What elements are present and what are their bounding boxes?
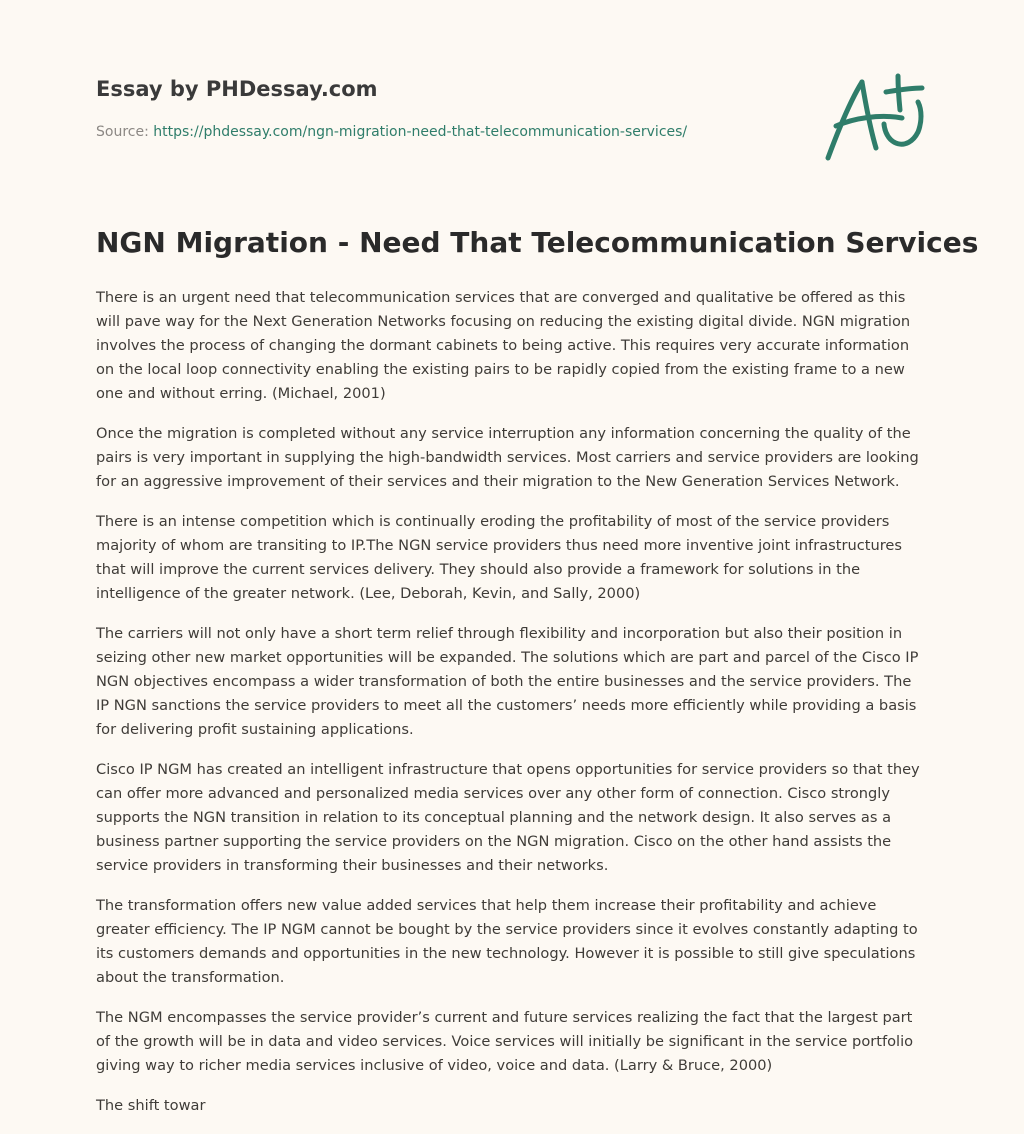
essay-paragraph: The transformation offers new value added services that help them increase their profitability and achieve greater efficiency. The IP NGM cannot be bought by the service providers since it evolves constantly adapting to its customers demands and opportunities in the new technology. However it is possible to still give speculations about the transformation. (96, 897, 918, 986)
essay-paragraph: There is an intense competition which is continually eroding the profitability of most of the service providers majority of whom are transiting to IP.The NGN service providers thus need more inventive joint infrastructures that will improve the current services delivery. They should also provide a framework for solutions in the intelligence of the greater network. (Lee, Deborah, Kevin, and Sally, 2000) (96, 513, 902, 602)
source-line (96, 124, 687, 140)
essay-title: NGN Migration - Need That Telecommunication Services (96, 226, 979, 259)
essay-paragraph: Cisco IP NGM has created an intelligent infrastructure that opens opportunities for service providers so that they can offer more advanced and personalized media services over any other form of connection. Cisco strongly supports the NGN transition in relation to its conceptual planning and the network design. It also serves as a business partner supporting the service providers on the NGN migration. Cisco on the other hand assists the service providers in transforming their businesses and their networks. (96, 761, 920, 874)
essay-paragraph: The carriers will not only have a short term relief through flexibility and incorporation but also their position in seizing other new market opportunities will be expanded. The solutions which are part and parcel of the Cisco IP NGN objectives encompass a wider transformation of both the entire businesses and the service providers. The IP NGN sanctions the service providers to meet all the customers’ needs more efficiently while providing a basis for delivering profit sustaining applications. (96, 625, 919, 738)
essay-paragraph: There is an urgent need that telecommunication services that are converged and qualitative be offered as this will pave way for the Next Generation Networks focusing on reducing the existing digital divide. NGN migration involves the process of changing the dormant cabinets to being active. This requires very accurate information on the local loop connectivity enabling the existing pairs to be rapidly copied from the existing frame to a new one and without erring. (Michael, 2001) (96, 289, 911, 402)
site-title: Essay by PHDessay.com (96, 77, 378, 101)
a-plus-logo-icon (818, 66, 930, 166)
source-label: Source: (96, 124, 149, 140)
essay-paragraph: The shift towar (96, 1097, 206, 1114)
source-link[interactable]: https://phdessay.com/ngn-migration-need-that-telecommunication-services/ (153, 124, 688, 140)
essay-body (96, 286, 926, 1134)
essay-paragraph: The NGM encompasses the service provider’s current and future services realizing the fact that the largest part of the growth will be in data and video services. Voice services will initially be significant in the service portfolio giving way to richer media services inclusive of video, voice and data. (Larry & Bruce, 2000) (96, 1009, 914, 1074)
essay-paragraph: Once the migration is completed without any service interruption any information concerning the quality of the pairs is very important in supplying the high-bandwidth services. Most carriers and service providers are looking for an aggressive improvement of their services and their migration to the New Generation Services Network. (96, 425, 919, 490)
